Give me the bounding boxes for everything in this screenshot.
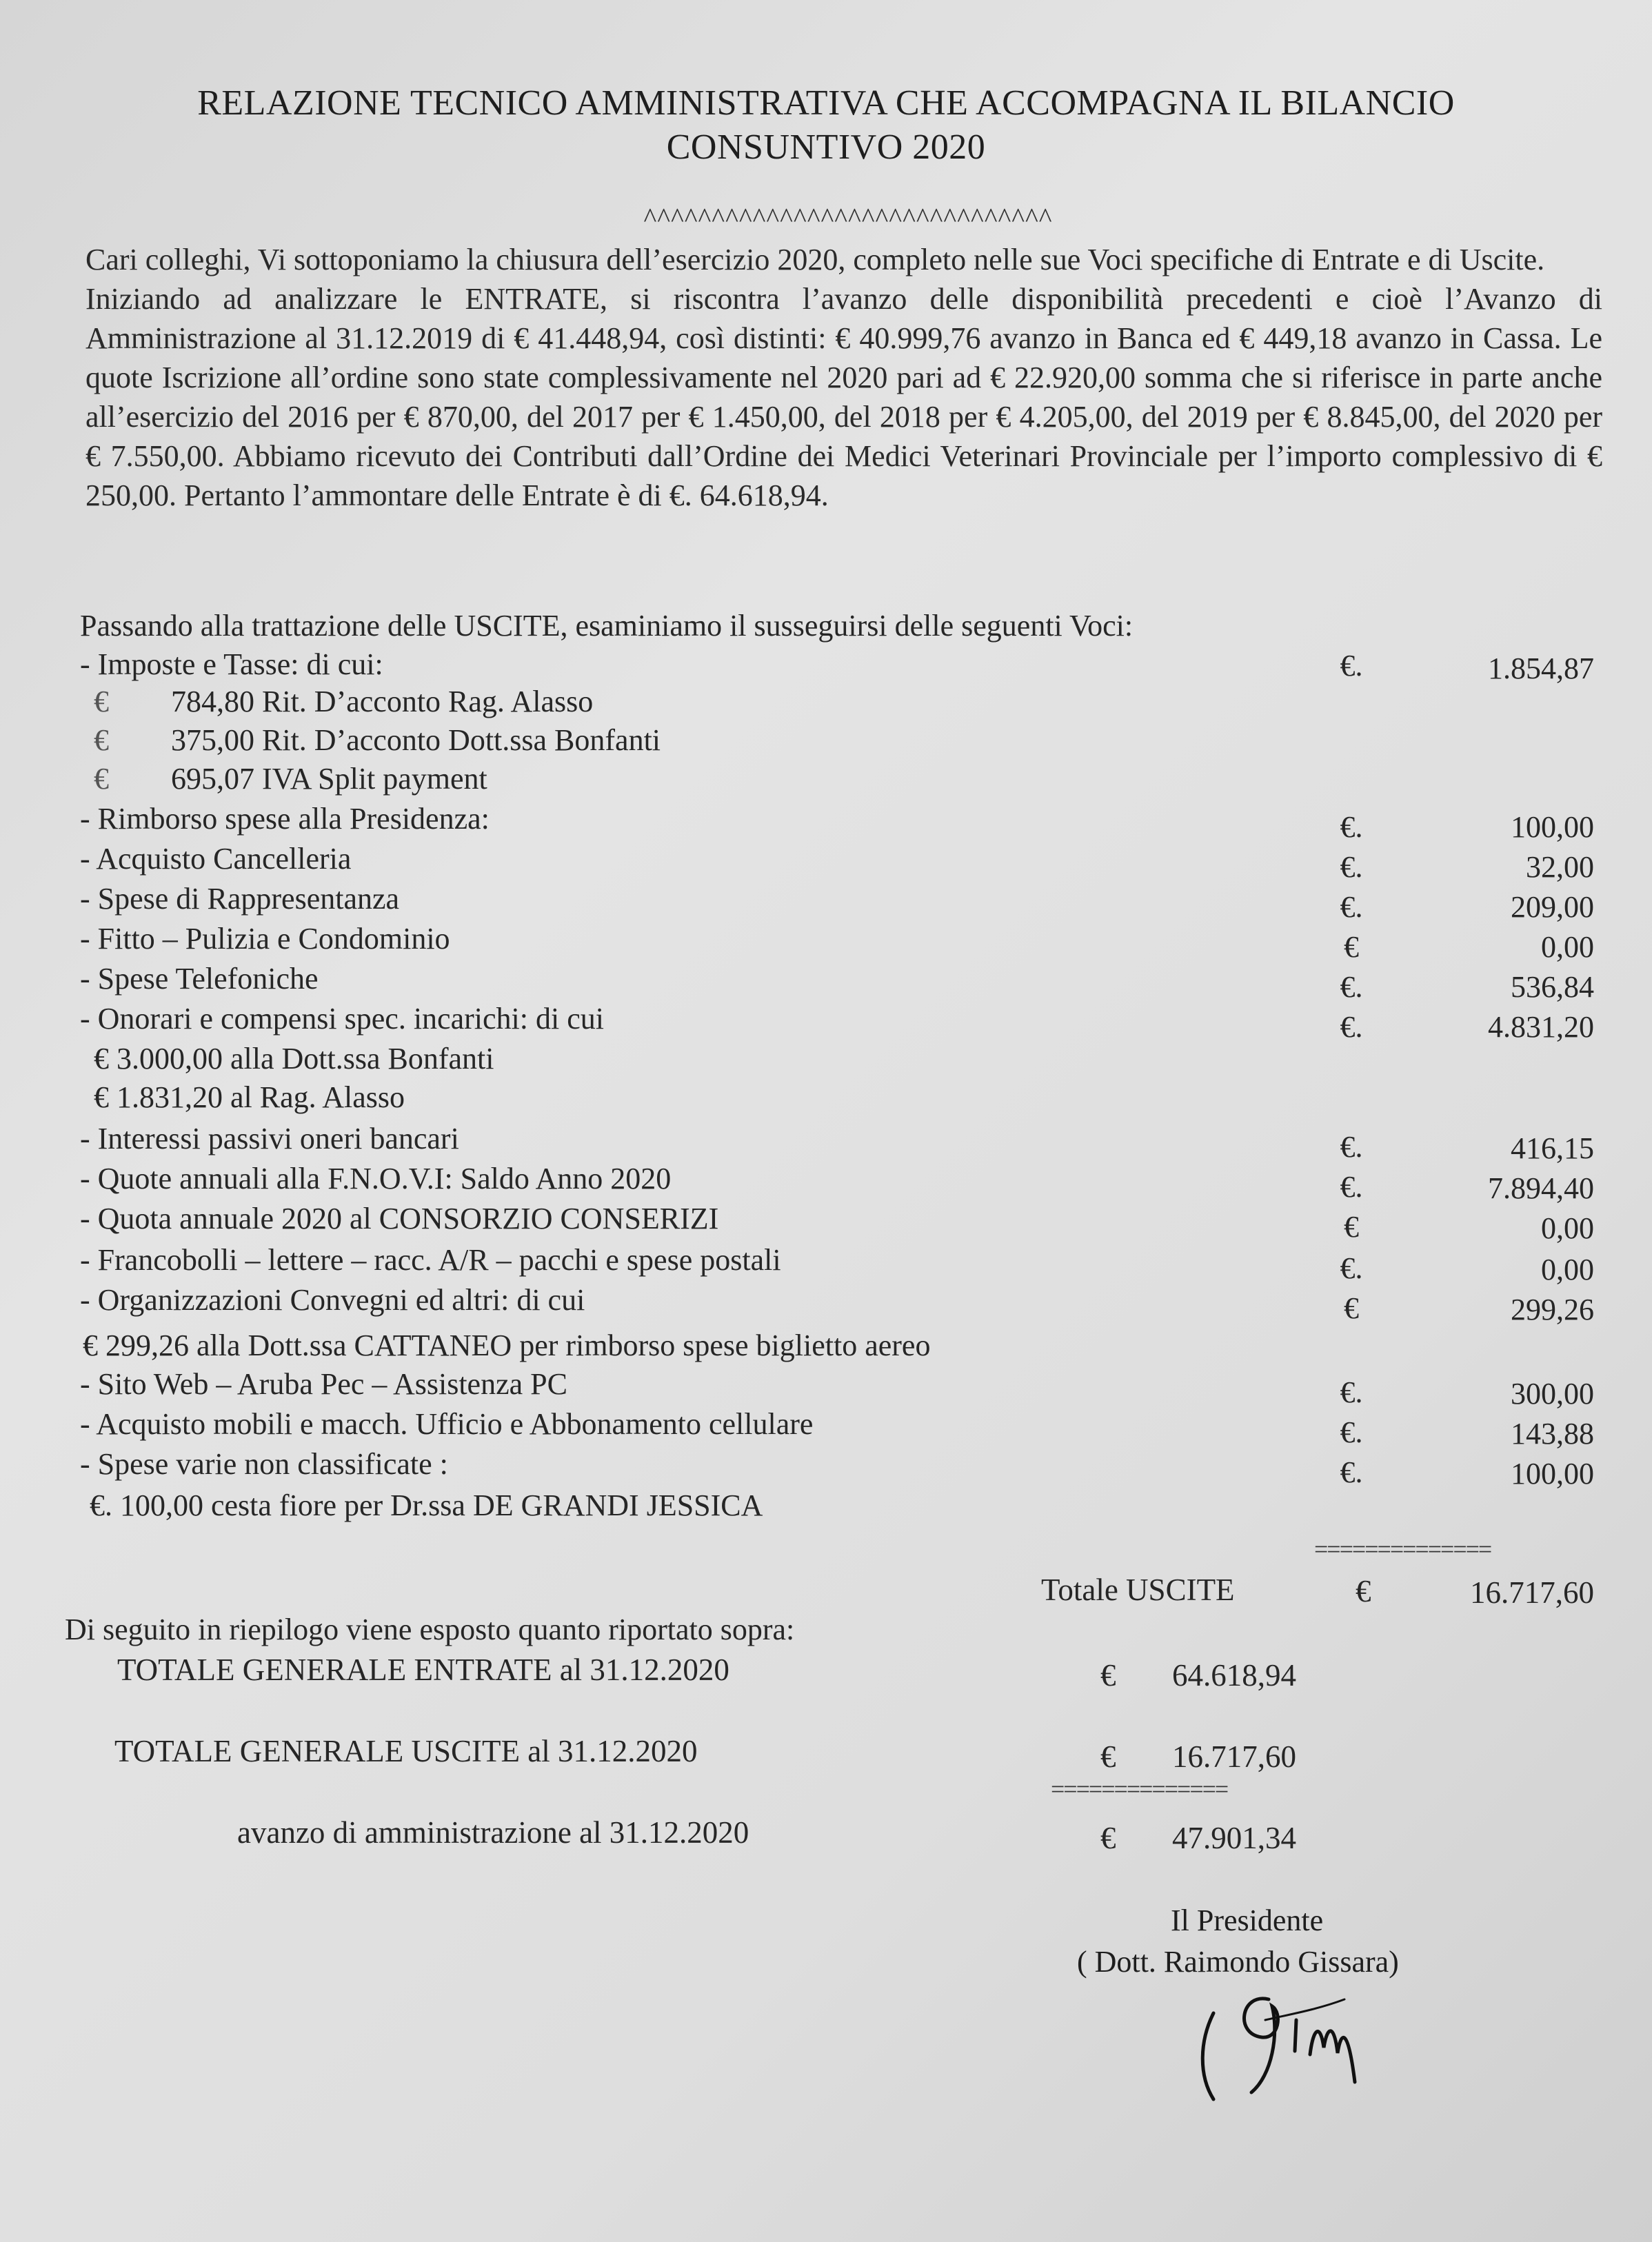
riepilogo-uscite-amount: 16.717,60 — [1172, 1739, 1296, 1774]
uscite-row-amount: 143,88 — [1511, 1417, 1594, 1451]
uscite-intro: Passando alla trattazione delle USCITE, esaminiamo il susseguirsi delle seguenti Voci: — [80, 609, 1134, 643]
uscite-subrow — [94, 683, 593, 721]
total-uscite-amount: 16.717,60 — [1470, 1575, 1594, 1610]
uscite-row-currency: €. — [1340, 1375, 1363, 1409]
uscite-row-amount: 536,84 — [1511, 970, 1594, 1004]
uscite-row-label: - Sito Web – Aruba Pec – Assistenza PC — [80, 1367, 567, 1401]
uscite-row-currency: €. — [1340, 1455, 1363, 1489]
uscite-row-amount: 299,26 — [1511, 1293, 1594, 1326]
uscite-row-currency: € — [1344, 930, 1359, 964]
intro-text — [85, 240, 1602, 515]
uscite-subrow-label: 784,80 Rit. D’acconto Rag. Alasso — [171, 685, 594, 718]
uscite-row-currency: €. — [1340, 1170, 1363, 1204]
uscite-subrow-label: €. 100,00 cesta fiore per Dr.ssa DE GRANDI JESSICA — [90, 1488, 763, 1522]
uscite-row-currency: €. — [1340, 1251, 1363, 1285]
uscite-subrow-currency: € — [94, 723, 109, 757]
uscite-subrow-label: € 1.831,20 al Rag. Alasso — [94, 1080, 405, 1114]
uscite-row-amount: 100,00 — [1511, 1457, 1594, 1491]
title-line-1: RELAZIONE TECNICO AMMINISTRATIVA CHE ACCOMPAGNA IL BILANCIO — [197, 83, 1455, 123]
riepilogo-intro: Di seguito in riepilogo viene esposto quanto riportato sopra: — [65, 1613, 795, 1646]
riepilogo-uscite-currency: € — [1100, 1739, 1116, 1774]
total-separator: ============== — [1314, 1535, 1491, 1563]
signature-name: ( Dott. Raimondo Gissara) — [1077, 1945, 1399, 1979]
uscite-row-currency: €. — [1340, 890, 1363, 924]
uscite-subrow-label: 375,00 Rit. D’acconto Dott.ssa Bonfanti — [171, 723, 661, 757]
uscite-subrow-label: € 3.000,00 alla Dott.ssa Bonfanti — [94, 1042, 494, 1075]
total-uscite-label: Totale USCITE — [1041, 1573, 1235, 1607]
uscite-row-currency: €. — [1340, 649, 1363, 683]
uscite-row-currency: €. — [1340, 1130, 1363, 1164]
uscite-row-currency: €. — [1340, 850, 1363, 884]
riepilogo-avanzo-amount: 47.901,34 — [1172, 1821, 1296, 1855]
uscite-row-label: - Fitto – Pulizia e Condominio — [80, 922, 450, 956]
title-separator: ^^^^^^^^^^^^^^^^^^^^^^^^^^^^^^ — [643, 202, 1053, 233]
uscite-row-label: - Acquisto mobili e macch. Ufficio e Abbonamento cellulare — [80, 1407, 814, 1441]
uscite-subrow-currency: € — [94, 762, 109, 796]
uscite-row-amount: 0,00 — [1541, 1211, 1594, 1245]
uscite-row-currency: €. — [1340, 810, 1363, 844]
total-uscite-currency: € — [1356, 1574, 1371, 1608]
uscite-row-amount: 0,00 — [1541, 1253, 1594, 1286]
uscite-row-currency: €. — [1340, 970, 1363, 1004]
uscite-subrow — [94, 721, 661, 760]
uscite-row-currency: €. — [1340, 1010, 1363, 1044]
uscite-row-label: - Quote annuali alla F.N.O.V.I: Saldo Anno 2020 — [80, 1162, 672, 1195]
uscite-row-label: - Onorari e compensi spec. incarichi: di cui — [80, 1002, 604, 1036]
uscite-row-amount: 1.854,87 — [1488, 652, 1594, 685]
uscite-subrow-label: 695,07 IVA Split payment — [171, 762, 487, 796]
intro-paragraph-2: Iniziando ad analizzare le ENTRATE, si riscontra l’avanzo delle disponibilità precedenti e cioè l’Avanzo di Amministrazione al 31.12.2019 di € 41.448,94, così distinti: € 40.999,76 avanzo in Banca ed € 449,18 avanzo in Cassa. Le quote Iscrizione all’ordine sono state complessivamente nel 2020 pari ad € 22.920,00 somma che si riferisce in parte anche all’esercizio del 2016 per € 870,00, del 2017 per € 1.450,00, del 2018 per € 4.205,00, del 2019 per € 8.845,00, del 2020 per € 7.550,00. Abbiamo ricevuto dei Contributi dall’Ordine dei Medici Veterinari Provinciale per l’importo complessivo di € 250,00. Pertanto l’ammontare delle Entrate è di €. 64.618,94. — [85, 282, 1602, 512]
uscite-row-label: - Spese di Rappresentanza — [80, 882, 400, 916]
riepilogo-entrate-currency: € — [1100, 1658, 1116, 1693]
uscite-row-amount: 300,00 — [1511, 1377, 1594, 1411]
uscite-row-currency: € — [1344, 1291, 1359, 1325]
uscite-row-amount: 0,00 — [1541, 930, 1594, 964]
intro-paragraph-1: Cari colleghi, Vi sottoponiamo la chiusura dell’esercizio 2020, completo nelle sue Voci specifiche di Entrate e di Uscite. — [85, 243, 1545, 276]
uscite-row-label: - Acquisto Cancelleria — [80, 842, 352, 876]
signature-role: Il Presidente — [1171, 1903, 1324, 1937]
uscite-row-currency: € — [1344, 1210, 1359, 1244]
riepilogo-avanzo-label: avanzo di amministrazione al 31.12.2020 — [237, 1815, 749, 1850]
handwritten-signature — [1186, 1972, 1393, 2110]
uscite-row-amount: 416,15 — [1511, 1131, 1594, 1165]
uscite-row-amount: 32,00 — [1526, 850, 1594, 884]
uscite-row-currency: €. — [1340, 1415, 1363, 1449]
uscite-row-label: - Organizzazioni Convegni ed altri: di cui — [80, 1283, 585, 1317]
riepilogo-entrate-amount: 64.618,94 — [1172, 1658, 1296, 1693]
uscite-row-label: - Interessi passivi oneri bancari — [80, 1122, 459, 1155]
riepilogo-avanzo-currency: € — [1100, 1821, 1116, 1855]
riepilogo-uscite-label: TOTALE GENERALE USCITE al 31.12.2020 — [114, 1734, 698, 1768]
uscite-row-amount: 209,00 — [1511, 890, 1594, 924]
title-line-2: CONSUNTIVO 2020 — [666, 128, 986, 167]
riepilogo-entrate-label: TOTALE GENERALE ENTRATE al 31.12.2020 — [117, 1653, 729, 1687]
uscite-row-label: - Spese Telefoniche — [80, 962, 319, 996]
uscite-row-label: - Spese varie non classificate : — [80, 1447, 448, 1481]
riepilogo-separator: ============== — [1051, 1775, 1228, 1803]
uscite-row-label: - Rimborso spese alla Presidenza: — [80, 802, 490, 836]
uscite-subrow-currency: € — [94, 685, 109, 718]
uscite-row-label: - Francobolli – lettere – racc. A/R – pacchi e spese postali — [80, 1243, 781, 1277]
uscite-row-label: - Quota annuale 2020 al CONSORZIO CONSERIZI — [80, 1202, 719, 1235]
uscite-row-label: - Imposte e Tasse: di cui: — [80, 647, 383, 681]
uscite-row-amount: 7.894,40 — [1488, 1171, 1594, 1205]
uscite-row-amount: 100,00 — [1511, 810, 1594, 844]
uscite-row-amount: 4.831,20 — [1488, 1010, 1594, 1044]
document-title — [0, 81, 1652, 170]
uscite-subrow-label: € 299,26 alla Dott.ssa CATTANEO per rimborso spese biglietto aereo — [83, 1329, 931, 1362]
uscite-subrow — [94, 760, 487, 798]
